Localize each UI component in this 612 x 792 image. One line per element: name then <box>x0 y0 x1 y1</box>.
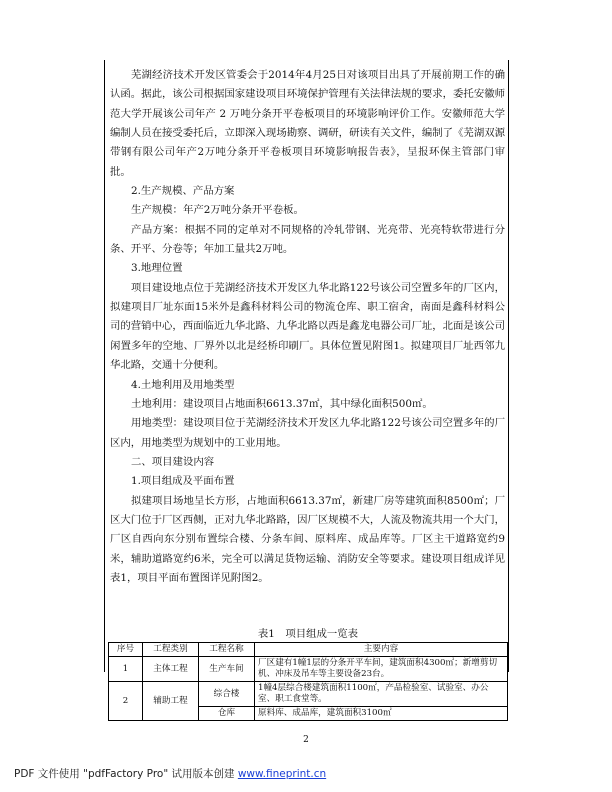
page-number: 2 <box>303 735 309 745</box>
cell-name: 综合楼 <box>199 682 255 707</box>
header-content: 主要内容 <box>255 643 508 657</box>
paragraph-intro: 芜湖经济技术开发区管委会于2014年4月25日对该项目出具了开展前期工作的确认函。据此，该公司根据国家建设项目环境保护管理有关法律法规的要求，委托安徽师范大学开展该公司年产 2 万吨分条开平卷板项目的环境影响评价工作。安徽师范大学编制人员在接受委托后，立即深入现场勘察、调研，研读有关文件，编制了《芜湖双源带钢有限公司年产2万吨分条开平卷板项目环境影响报告表》，呈报环保主管部门审批。 <box>110 69 505 178</box>
document-body <box>110 66 505 588</box>
paragraph-product-plan: 产品方案：根据不同的定单对不同规格的冷轧带钢、光亮带、光亮特软带进行分条、开平、分卷等；年加工量共2万吨。 <box>110 223 505 256</box>
cell-content: 1幢4层综合楼建筑面积1100㎡，产品检验室、试验室、办公室、职工食堂等。 <box>255 682 508 707</box>
heading-layout: 1.项目组成及平面布置 <box>131 475 235 488</box>
paragraph-land-type: 用地类型：建设项目位于芜湖经济技术开发区九华北路122号该公司空置多年的厂区内，用地类型为规划中的工业用地。 <box>110 417 505 449</box>
heading-land-use: 4.土地利用及用地类型 <box>131 378 235 391</box>
cell-category: 主体工程 <box>143 657 199 682</box>
cell-name: 生产车间 <box>199 657 255 682</box>
cell-content: 原料库、成品库，建筑面积3100㎡ <box>255 707 508 721</box>
footer-text: PDF 文件使用 "pdfFactory Pro" 试用版本创建 <box>14 768 238 780</box>
header-name: 工程名称 <box>199 643 255 657</box>
cell-no: 1 <box>109 657 143 682</box>
heading-production-scale: 2.生产规模、产品方案 <box>131 185 235 198</box>
paragraph-location: 项目建设地点位于芜湖经济技术开发区九华北路122号该公司空置多年的厂区内，拟建项目厂址东面15米外是鑫科材料公司的物流仓库、职工宿舍，南面是鑫科材料公司的营销中心，西面临近九华北路、九华北路以西是鑫龙电器公司厂址，北面是该公司闲置多年的空地、厂界外以北是经桥印刷厂。具体位置见附图1。拟建项目厂址西邻九华北路，交通十分便利。 <box>110 281 505 372</box>
pdf-footer <box>14 766 326 781</box>
table-row <box>109 682 508 707</box>
table-header-row <box>109 643 508 657</box>
header-category: 工程类别 <box>143 643 199 657</box>
heading-section-2: 二、项目建设内容 <box>131 455 215 468</box>
table-caption: 表1 项目组成一览表 <box>257 628 359 640</box>
cell-name: 仓库 <box>199 707 255 721</box>
cell-content: 厂区建有1幢1层的分条开平车间，建筑面积4300㎡；新增剪切机、冲床及吊车等主要设备23台。 <box>255 657 508 682</box>
paragraph-land-use: 土地利用：建设项目占地面积6613.37㎡，其中绿化面积500㎡。 <box>131 397 433 410</box>
project-composition-table <box>108 642 508 721</box>
paragraph-layout: 拟建项目场地呈长方形，占地面积6613.37㎡，新建厂房等建筑面积8500㎡；厂区大门位于厂区西侧，正对九华北路路，因厂区规模不大，人流及物流共用一个大门，厂区自西向东分别布置综合楼、分条车间、原料库、成品库等。厂区主干道路宽约9米，辅助道路宽约6米，完全可以满足货物运输、消防安全等要求。建设项目组成详见表1，项目平面布置图详见附图2。 <box>110 494 505 584</box>
table-row <box>109 657 508 682</box>
heading-location: 3.地理位置 <box>131 262 183 275</box>
cell-category: 辅助工程 <box>143 682 199 721</box>
footer-link[interactable]: www.fineprint.cn <box>237 768 327 780</box>
paragraph-production-scale: 生产规模：年产2万吨分条开平卷板。 <box>131 204 304 217</box>
cell-no: 2 <box>109 682 143 721</box>
header-no: 序号 <box>109 643 143 657</box>
